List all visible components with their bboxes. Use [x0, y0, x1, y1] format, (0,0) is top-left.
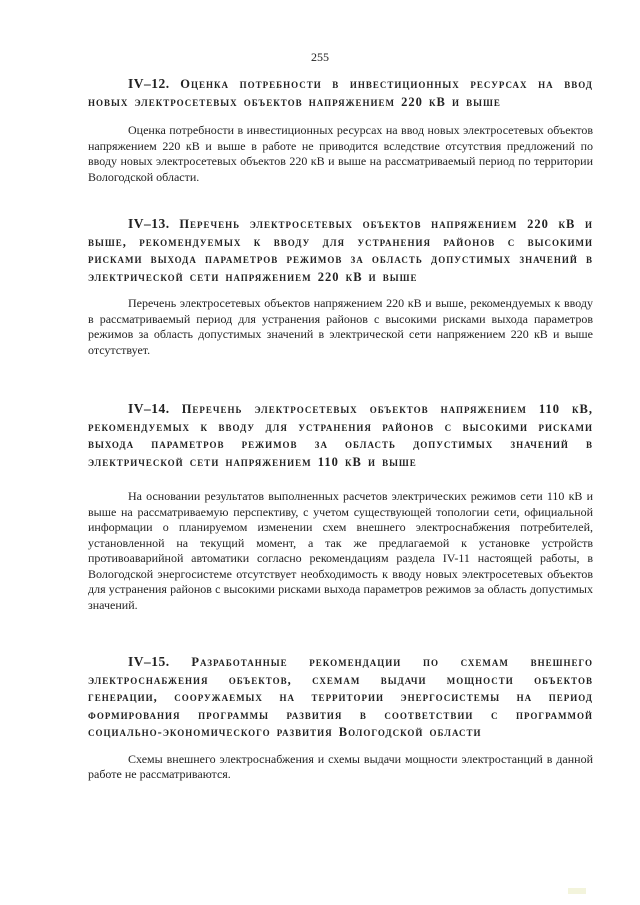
- section-number: IV–15.: [128, 654, 170, 669]
- section-title: Разработанные рекомендации по схемам внешнего электроснабжения объектов, схемам выдачи мощности объектов генерации, сооружаемых на территории энергосистемы на период формирования программы развития в соответствии с программой социально-экономического развития Вологодской области: [88, 655, 593, 739]
- section-heading: [88, 653, 593, 742]
- section-heading: [88, 75, 593, 111]
- section-title: Перечень электросетевых объектов напряжением 110 кВ, рекомендуемых к вводу для устранения районов с высокими рисками выхода параметров режимов за область допустимых значений в электрической сети напряжением 110 кВ и выше: [88, 402, 594, 469]
- section-iv-12: [88, 75, 593, 185]
- section-paragraph: Оценка потребности в инвестиционных ресурсах на ввод новых электросетевых объектов напряжением 220 кВ и выше в работе не приводится вследствие отсутствия предложений по вводу новых электросетевых объектов 220 кВ и выше на рассматриваемый период по территории Вологодской области.: [88, 123, 593, 184]
- section-iv-13: [88, 215, 593, 358]
- scan-artifact-mark: [568, 888, 586, 894]
- section-title: Перечень электросетевых объектов напряжением 220 кВ и выше, рекомендуемых к вводу для устранения районов с высокими рисками выхода параметров режимов за область допустимых значений в электрической сети напряжением 220 кВ и выше: [88, 217, 594, 284]
- section-iv-15: [88, 653, 593, 783]
- section-title: Оценка потребности в инвестиционных ресурсах на ввод новых электросетевых объектов напряжением 220 кВ и выше: [88, 77, 594, 109]
- section-iv-14: [88, 400, 593, 613]
- section-number: IV–14.: [128, 401, 170, 416]
- section-number: IV–12.: [128, 76, 170, 91]
- section-paragraph: На основании результатов выполненных расчетов электрических режимов сети 110 кВ и выше на рассматриваемую перспективу, с учетом существующей топологии сети, официальной информации о планируемом изменении схем внешнего электроснабжения потребителей, установленной на текущий момент, а так же предлагаемой к установке устройств противоаварийной автоматики согласно рекомендациям раздела IV-11 настоящей работы, в Вологодской энергосистеме отсутствует необходимость к вводу новых электросетевых объектов для устранения районов с высокими рисками выхода параметров режимов за область допустимых значений.: [88, 489, 593, 612]
- section-paragraph: Перечень электросетевых объектов напряжением 220 кВ и выше, рекомендуемых к вводу в рассматриваемый период для устранения районов с высокими рисками выхода параметров режимов за область допустимых значений в электрической сети напряжением 220 кВ и выше отсутствует.: [88, 296, 593, 357]
- section-heading: [88, 215, 593, 286]
- section-paragraph: Схемы внешнего электроснабжения и схемы выдачи мощности электростанций в данной работе не рассматриваются.: [88, 751, 593, 781]
- section-number: IV–13.: [128, 216, 170, 231]
- section-heading: [88, 400, 593, 471]
- page-number: 255: [311, 50, 329, 64]
